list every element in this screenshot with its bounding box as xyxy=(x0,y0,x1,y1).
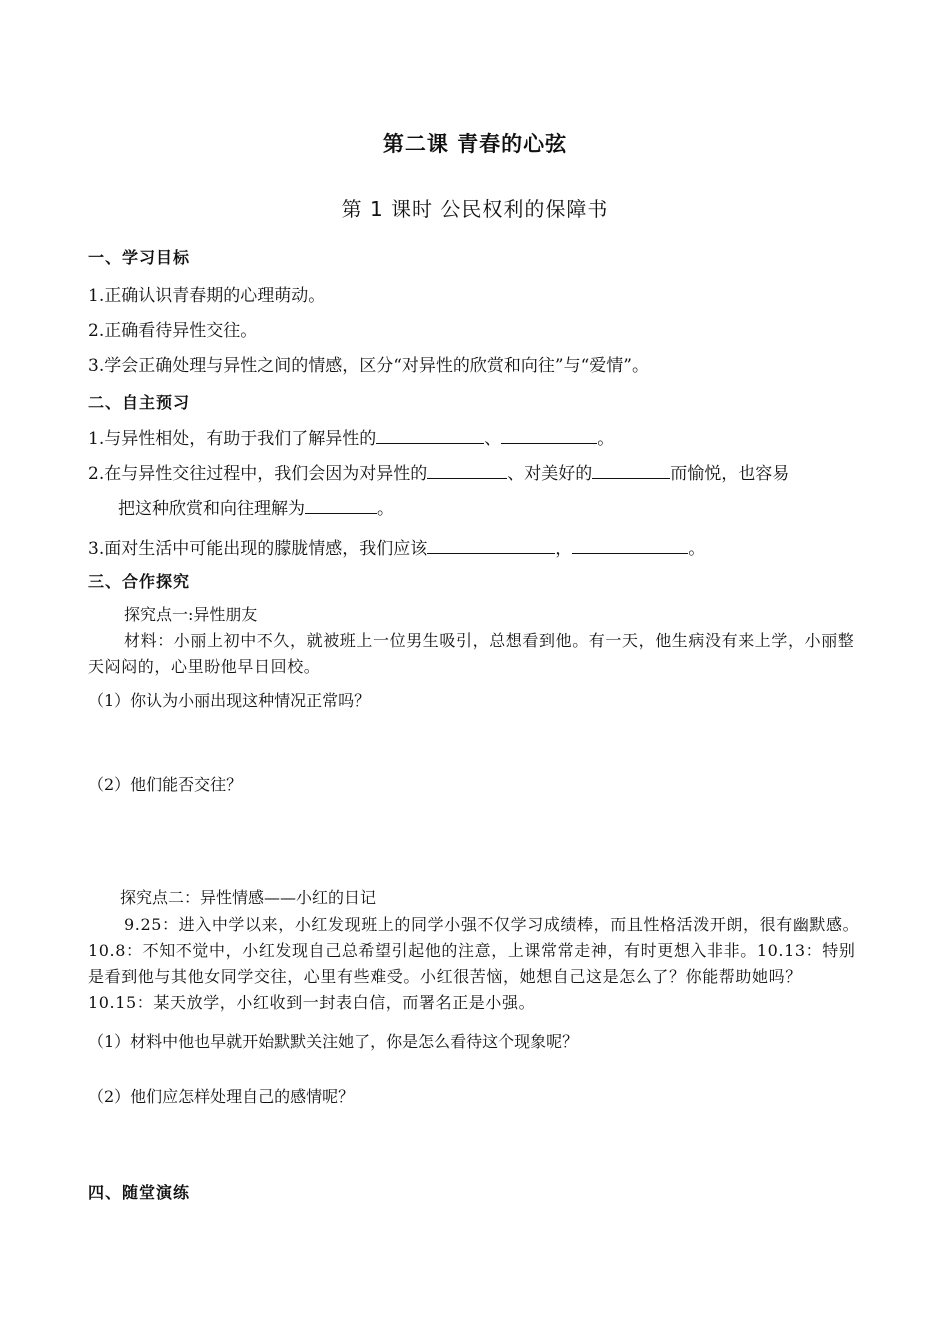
fill-blank[interactable] xyxy=(572,537,688,554)
inquiry-question: （2）他们应怎样处理自己的感情呢？ xyxy=(88,1087,355,1106)
fill-blank[interactable] xyxy=(305,497,377,514)
objective-item: 2.正确看待异性交往。 xyxy=(88,321,258,341)
inquiry-point-1-title: 探究点一:异性朋友 xyxy=(124,605,258,624)
inquiry-question: （1）你认为小丽出现这种情况正常吗？ xyxy=(88,691,371,710)
inquiry-question: （2）他们能否交往？ xyxy=(88,775,243,794)
question-text: 、 xyxy=(484,429,502,449)
fill-blank[interactable] xyxy=(592,462,670,479)
preview-question-2-cont xyxy=(118,494,394,519)
question-text: 。 xyxy=(377,499,394,519)
question-text: ， xyxy=(555,539,573,559)
question-text: 3.面对生活中可能出现的朦胧情感，我们应该 xyxy=(88,539,428,559)
lesson-subtitle: 第 1 课时 公民权利的保障书 xyxy=(341,197,609,221)
question-text: 、对美好的 xyxy=(507,464,593,484)
section-heading-objectives: 一、学习目标 xyxy=(88,248,191,267)
inquiry-point-2-material: 9.25：进入中学以来，小红发现班上的同学小强不仅学习成绩棒，而且性格活泼开朗，很有幽默感。10.8：不知不觉中，小红发现自己总希望引起他的注意，上课常常走神，有时更想入非非。10.13：特别是看到他与其他女同学交往，心里有些难受。小红很苦恼，她想自己这是怎么了？你能帮助她吗？10.15：某天放学，小红收到一封表白信，而署名正是小强。 xyxy=(88,915,860,1012)
inquiry-point-2-title: 探究点二：异性情感——小红的日记 xyxy=(120,888,377,907)
preview-question-2 xyxy=(88,459,789,484)
preview-question-3 xyxy=(88,534,705,559)
fill-blank[interactable] xyxy=(427,462,507,479)
inquiry-question: （1）材料中他也早就开始默默关注她了，你是怎么看待这个现象呢？ xyxy=(88,1032,579,1051)
question-text: 2.在与异性交往过程中，我们会因为对异性的 xyxy=(88,464,428,484)
objective-item: 3.学会正确处理与异性之间的情感，区分“对异性的欣赏和向往”与“爱情”。 xyxy=(88,356,649,376)
section-heading-preview: 二、自主预习 xyxy=(88,393,191,412)
fill-blank[interactable] xyxy=(501,427,597,444)
question-text: 把这种欣赏和向往理解为 xyxy=(118,499,305,519)
preview-question-1 xyxy=(88,424,614,449)
lesson-title: 第二课 青春的心弦 xyxy=(382,132,568,156)
question-text: 1.与异性相处，有助于我们了解异性的 xyxy=(88,429,377,449)
question-text: 而愉悦，也容易 xyxy=(670,464,790,484)
inquiry-point-1-material: 材料：小丽上初中不久，就被班上一位男生吸引，总想看到他。有一天，他生病没有来上学，小丽整天闷闷的，心里盼他早日回校。 xyxy=(88,631,855,676)
section-heading-practice: 四、随堂演练 xyxy=(88,1183,191,1202)
objective-item: 1.正确认识青春期的心理萌动。 xyxy=(88,286,326,306)
question-text: 。 xyxy=(597,429,615,449)
section-heading-inquiry: 三、合作探究 xyxy=(88,572,191,591)
fill-blank[interactable] xyxy=(427,537,555,554)
question-text: 。 xyxy=(688,539,706,559)
fill-blank[interactable] xyxy=(376,427,484,444)
